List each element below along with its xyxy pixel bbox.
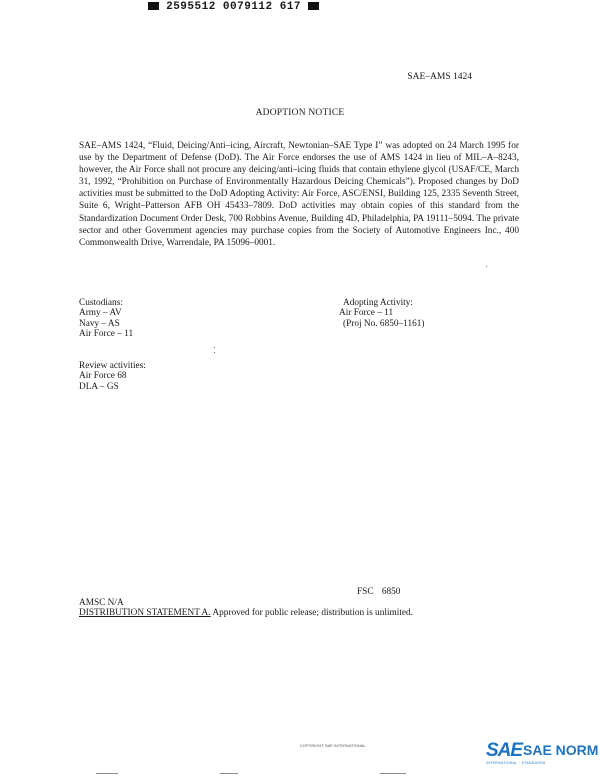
scan-edge-mark: [96, 773, 118, 774]
distribution-text: Approved for public release; distribution is unlimited.: [210, 608, 414, 618]
review-activity-line: Air Force 68: [79, 371, 127, 382]
footer-copyright-note: COPYRIGHT SAE INTERNATIONAL: [300, 743, 366, 748]
scan-speck: [214, 352, 215, 353]
distribution-label: DISTRIBUTION STATEMENT A.: [79, 608, 211, 618]
barcode-block-left: [148, 2, 159, 10]
distribution-statement: [79, 608, 413, 618]
sae-logo-subtitle: INTERNATIONAL · STANDARDS: [486, 761, 546, 765]
adopting-activity-line: Air Force – 11: [339, 308, 394, 319]
amsc-line: AMSC N/A: [79, 598, 124, 608]
scan-edge-mark: [380, 773, 406, 774]
review-activities-heading: Review activities:: [79, 361, 146, 371]
custodian-line: Navy – AS: [79, 318, 120, 329]
document-id: SAE–AMS 1424: [407, 72, 472, 82]
scan-speck: [486, 266, 487, 267]
sae-logo-mark: SAE: [486, 740, 523, 761]
scan-edge-mark: [220, 773, 238, 774]
adoption-notice-body: [79, 140, 519, 249]
review-activities-block: [79, 361, 146, 392]
adopting-activity-heading: Adopting Activity:: [343, 298, 413, 308]
custodians-heading: Custodians:: [79, 298, 123, 308]
sae-norm-logo: [486, 740, 598, 770]
barcode-number: 2595512 0079112 617: [166, 1, 302, 13]
body-paragraph: SAE–AMS 1424, “Fluid, Deicing/Anti–icing, Aircraft, Newtonian–SAE Type I” was adopted on 24 March 1995 for use by the Department of Defense (DoD). The Air Force endorses the use of AMS 1424 in lieu of MIL–A–8243, however, the Air Force shall not procure any deicing/anti–icing fluids that contain ethylene glycol (USAF/CE, March 31, 1992, “Prohibition on Purchase of Environmentally Hazardous Deicing Chemicals”). Proposed changes by DoD activities must be submitted to the DoD Adopting Activity: Air Force, ASC/ENSI, Building 125, 2335 Seventh Street, Suite 6, Wright–Patterson AFB OH 45433–7809. DoD activities may obtain copies of this standard from the Standardization Document Order Desk, 700 Robbins Avenue, Building 4D, Philadelphia, PA 19111–5094. The private sector and other Government agencies may purchase copies from the Society of Automotive Engineers Inc., 400 Commonwealth Drive, Warrendale, PA 15096–0001.: [79, 141, 519, 248]
barcode-block-right: [308, 2, 319, 10]
custodian-line: Air Force – 11: [79, 329, 134, 340]
sae-logo-word: SAE NORM: [523, 742, 599, 758]
page-title: ADOPTION NOTICE: [255, 108, 345, 118]
custodian-line: Army – AV: [79, 308, 122, 319]
adopting-activity-line: (Proj No. 6850–1161): [343, 318, 425, 329]
scan-speck: [214, 347, 215, 348]
custodians-block: [79, 298, 133, 340]
adopting-activity-block: [339, 298, 425, 329]
document-barcode: [148, 1, 319, 13]
fsc-code: FSC 6850: [357, 587, 401, 597]
review-activity-line: DLA – GS: [79, 381, 119, 392]
